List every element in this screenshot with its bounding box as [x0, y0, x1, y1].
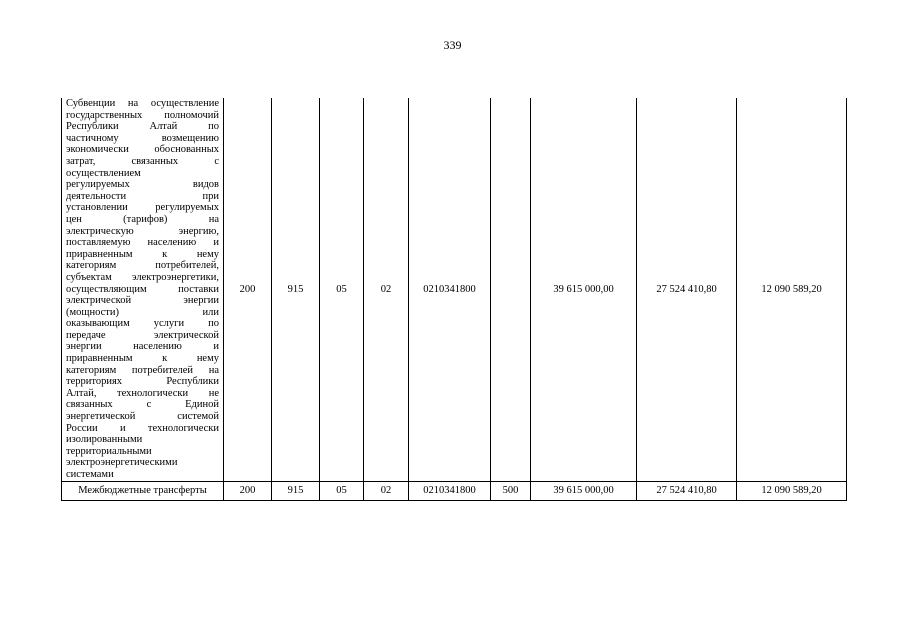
description-line: государственных полномочий — [66, 109, 219, 121]
description-line: электроэнергетическими — [66, 457, 178, 469]
description-line: категориям потребителей, — [66, 260, 219, 272]
amount2-cell: 27 524 410,80 — [637, 98, 737, 481]
description-line: электрическую энергию, — [66, 225, 219, 237]
description-line: Субвенции на осуществление — [66, 98, 219, 109]
description-line: территориях Республики — [66, 376, 219, 388]
description-line: регулируемых видов — [66, 179, 219, 191]
description-line: оказывающим услуги по — [66, 318, 219, 330]
amount1-cell: 39 615 000,00 — [531, 481, 637, 500]
description-line: частичному возмещению — [66, 132, 219, 144]
description-line: Алтай, технологически не — [66, 387, 219, 399]
page-number: 339 — [443, 38, 462, 52]
target-article-cell: 0210341800 — [409, 481, 491, 500]
description-line: субъектам электроэнергетики, — [66, 271, 219, 283]
description-line: осуществляющим поставки — [66, 283, 219, 295]
budget-table — [61, 98, 847, 501]
amount1-cell: 39 615 000,00 — [531, 98, 637, 481]
amount2-cell: 27 524 410,80 — [637, 481, 737, 500]
description-line: экономически обоснованных — [66, 144, 219, 156]
description-line: энергии населению и — [66, 341, 219, 353]
description-cell — [62, 98, 224, 481]
description-line: приравненным к нему — [66, 353, 219, 365]
table-row — [62, 98, 847, 481]
target-article-cell: 0210341800 — [409, 98, 491, 481]
table-row — [62, 481, 847, 500]
description-line: электрической энергии — [66, 295, 219, 307]
section-cell: 05 — [320, 481, 364, 500]
description-line: передаче электрической — [66, 329, 219, 341]
subsection-cell: 02 — [364, 98, 409, 481]
description-line: цен (тарифов) на — [66, 213, 219, 225]
description-line: Республики Алтай по — [66, 121, 219, 133]
code1-cell: 200 — [224, 98, 272, 481]
code2-cell: 915 — [272, 98, 320, 481]
expense-type-cell: 500 — [491, 481, 531, 500]
section-cell: 05 — [320, 98, 364, 481]
code1-cell: 200 — [224, 481, 272, 500]
description-line: поставляемую населению и — [66, 237, 219, 249]
description-line: установлении регулируемых — [66, 202, 219, 214]
subsection-cell: 02 — [364, 481, 409, 500]
description-line: изолированными — [66, 434, 143, 446]
description-line: категориям потребителей на — [66, 364, 219, 376]
description-line: (мощности) или — [66, 306, 219, 318]
description-line: территориальными — [66, 445, 152, 457]
description-line: приравненным к нему — [66, 248, 219, 260]
code2-cell: 915 — [272, 481, 320, 500]
description-line: затрат, связанных с — [66, 155, 219, 167]
description-cell: Межбюджетные трансферты — [62, 481, 224, 500]
description-line: деятельности при — [66, 190, 219, 202]
description-line: связанных с Единой — [66, 399, 219, 411]
description-line: энергетической системой — [66, 411, 219, 423]
amount3-cell: 12 090 589,20 — [737, 481, 847, 500]
amount3-cell: 12 090 589,20 — [737, 98, 847, 481]
description-line: осуществлением — [66, 167, 141, 179]
expense-type-cell — [491, 98, 531, 481]
description-line: системами — [66, 469, 114, 480]
description-line: России и технологически — [66, 422, 219, 434]
